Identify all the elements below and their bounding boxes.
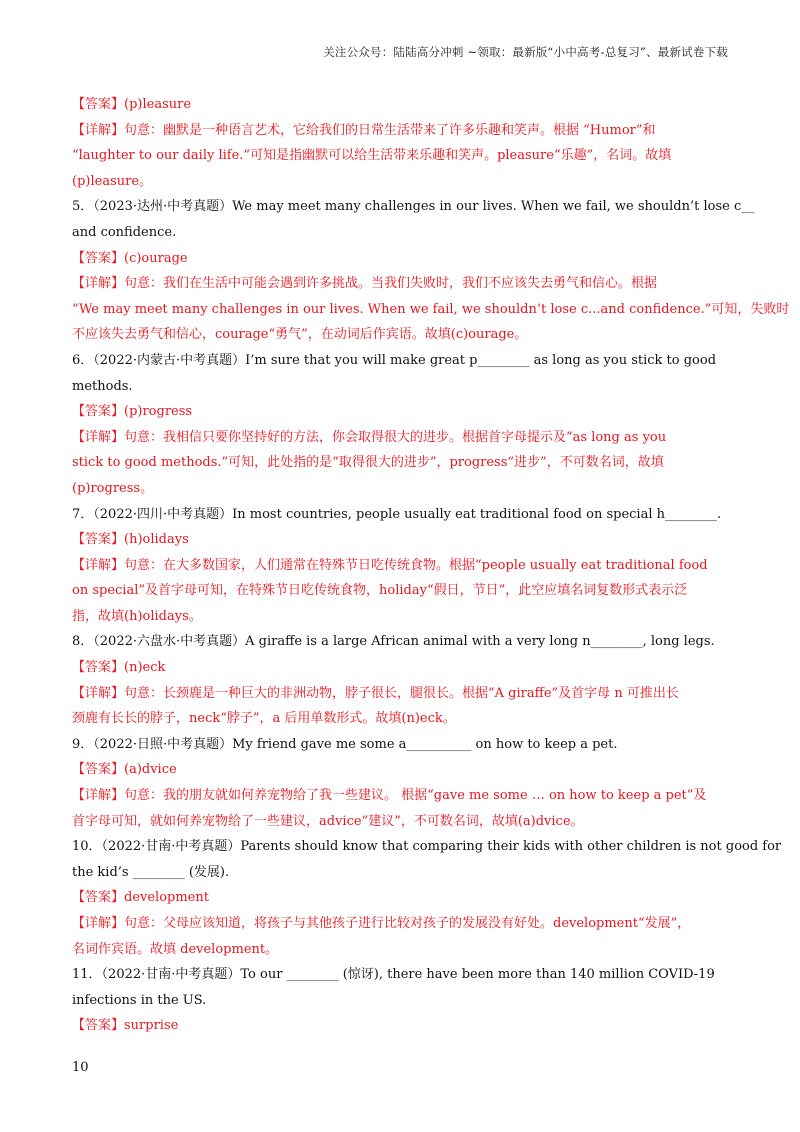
answer-line: 【答案】(a)dvice — [72, 762, 177, 778]
page-header: 关注公众号：陆陆高分冲刺 ~领取：最新版“小中高考-总复习”、最新试卷下载 — [323, 45, 728, 59]
answer-line: 【详解】句意：我相信只要你坚持好的方法，你会取得很大的进步。根据首字母提示及“as long as you — [72, 429, 667, 445]
answer-line: stick to good methods.”可知，此处指的是“取得很大的进步”，progress“进步”，不可数名词，故填 — [72, 455, 664, 471]
question-line: 10．（2022·甘南·中考真题）Parents should know that comparing their kids with other children is not good for — [72, 839, 782, 855]
answer-line: 名词作宾语。故填 development。 — [72, 941, 279, 957]
question-line: 5．（2023·达州·中考真题）We may meet many challenges in our lives. When we fail, we shouldn’t lose c__ — [72, 199, 755, 215]
question-line: the kid’s ________ (发展). — [72, 864, 230, 880]
answer-line: 【答案】(h)olidays — [72, 532, 189, 548]
answer-line: “We may meet many challenges in our lives. When we fail, we shouldn’t lose c...and confidence.”可知，失败时 — [72, 301, 790, 317]
answer-line: 【答案】(c)ourage — [72, 250, 188, 266]
page-content — [72, 92, 790, 1039]
answer-line: (p)rogress。 — [72, 480, 154, 496]
answer-line: 【答案】(p)rogress — [72, 404, 193, 420]
question-line: infections in the US. — [72, 992, 207, 1008]
question-line: 9．（2022·日照·中考真题）My friend gave me some a__________ on how to keep a pet. — [72, 736, 618, 752]
question-line: 6．（2022·内蒙古·中考真题）I’m sure that you will make great p________ as long as you stick to good — [72, 352, 717, 368]
question-line: and confidence. — [72, 224, 177, 240]
answer-line: 首字母可知，就如何养宠物给了一些建议，advice“建议”，不可数名词，故填(a)dvice。 — [72, 813, 584, 829]
answer-line: on special”及首字母可知，在特殊节日吃传统食物，holiday“假日，节日”，此空应填名词复数形式表示泛 — [72, 583, 688, 599]
answer-line: 【详解】句意：在大多数国家，人们通常在特殊节日吃传统食物。根据“people usually eat traditional food — [72, 557, 708, 573]
answer-line: 【答案】development — [72, 890, 209, 906]
answer-line: (p)leasure。 — [72, 173, 153, 189]
answer-line: 【详解】句意：长颈鹿是一种巨大的非洲动物，脖子很长，腿很长。根据“A giraffe”及首字母 n 可推出长 — [72, 685, 679, 701]
answer-line: 【详解】句意：我们在生活中可能会遇到许多挑战。当我们失败时，我们不应该失去勇气和信心。根据 — [72, 276, 658, 292]
answer-line: 【答案】surprise — [72, 1018, 179, 1034]
answer-line: 【答案】(n)eck — [72, 660, 166, 676]
answer-line: 不应该失去勇气和信心，courage“勇气”，在动词后作宾语。故填(c)ourage。 — [72, 327, 528, 343]
answer-line: “laughter to our daily life.”可知是指幽默可以给生活带来乐趣和笑声。pleasure“乐趣”，名词。故填 — [72, 148, 672, 164]
answer-line: 【详解】句意：我的朋友就如何养宠物给了我一些建议。 根据“gave me some … on how to keep a pet”及 — [72, 788, 707, 804]
question-line: 7．（2022·四川·中考真题）In most countries, people usually eat traditional food on special h________. — [72, 506, 722, 522]
answer-line: 【详解】句意：幽默是一种语言艺术，它给我们的日常生活带来了许多乐趣和笑声。根据 “Humor”和 — [72, 122, 656, 138]
answer-line: 【答案】(p)leasure — [72, 97, 192, 112]
answer-line: 【详解】句意：父母应该知道，将孩子与其他孩子进行比较对孩子的发展没有好处。development“发展”， — [72, 916, 691, 931]
question-line: 8．（2022·六盘水·中考真题）A giraffe is a large African animal with a very long n________, long legs. — [72, 634, 715, 650]
page-number: 10 — [72, 1060, 89, 1075]
answer-line: 指，故填(h)olidays。 — [72, 608, 202, 624]
answer-line: 颈鹿有长长的脖子，neck“脖子”，a 后用单数形式。故填(n)eck。 — [72, 711, 456, 727]
question-line: 11．（2022·甘南·中考真题）To our ________ (惊讶), there have been more than 140 million COVID-19 — [72, 967, 715, 983]
question-line: methods. — [72, 378, 133, 394]
